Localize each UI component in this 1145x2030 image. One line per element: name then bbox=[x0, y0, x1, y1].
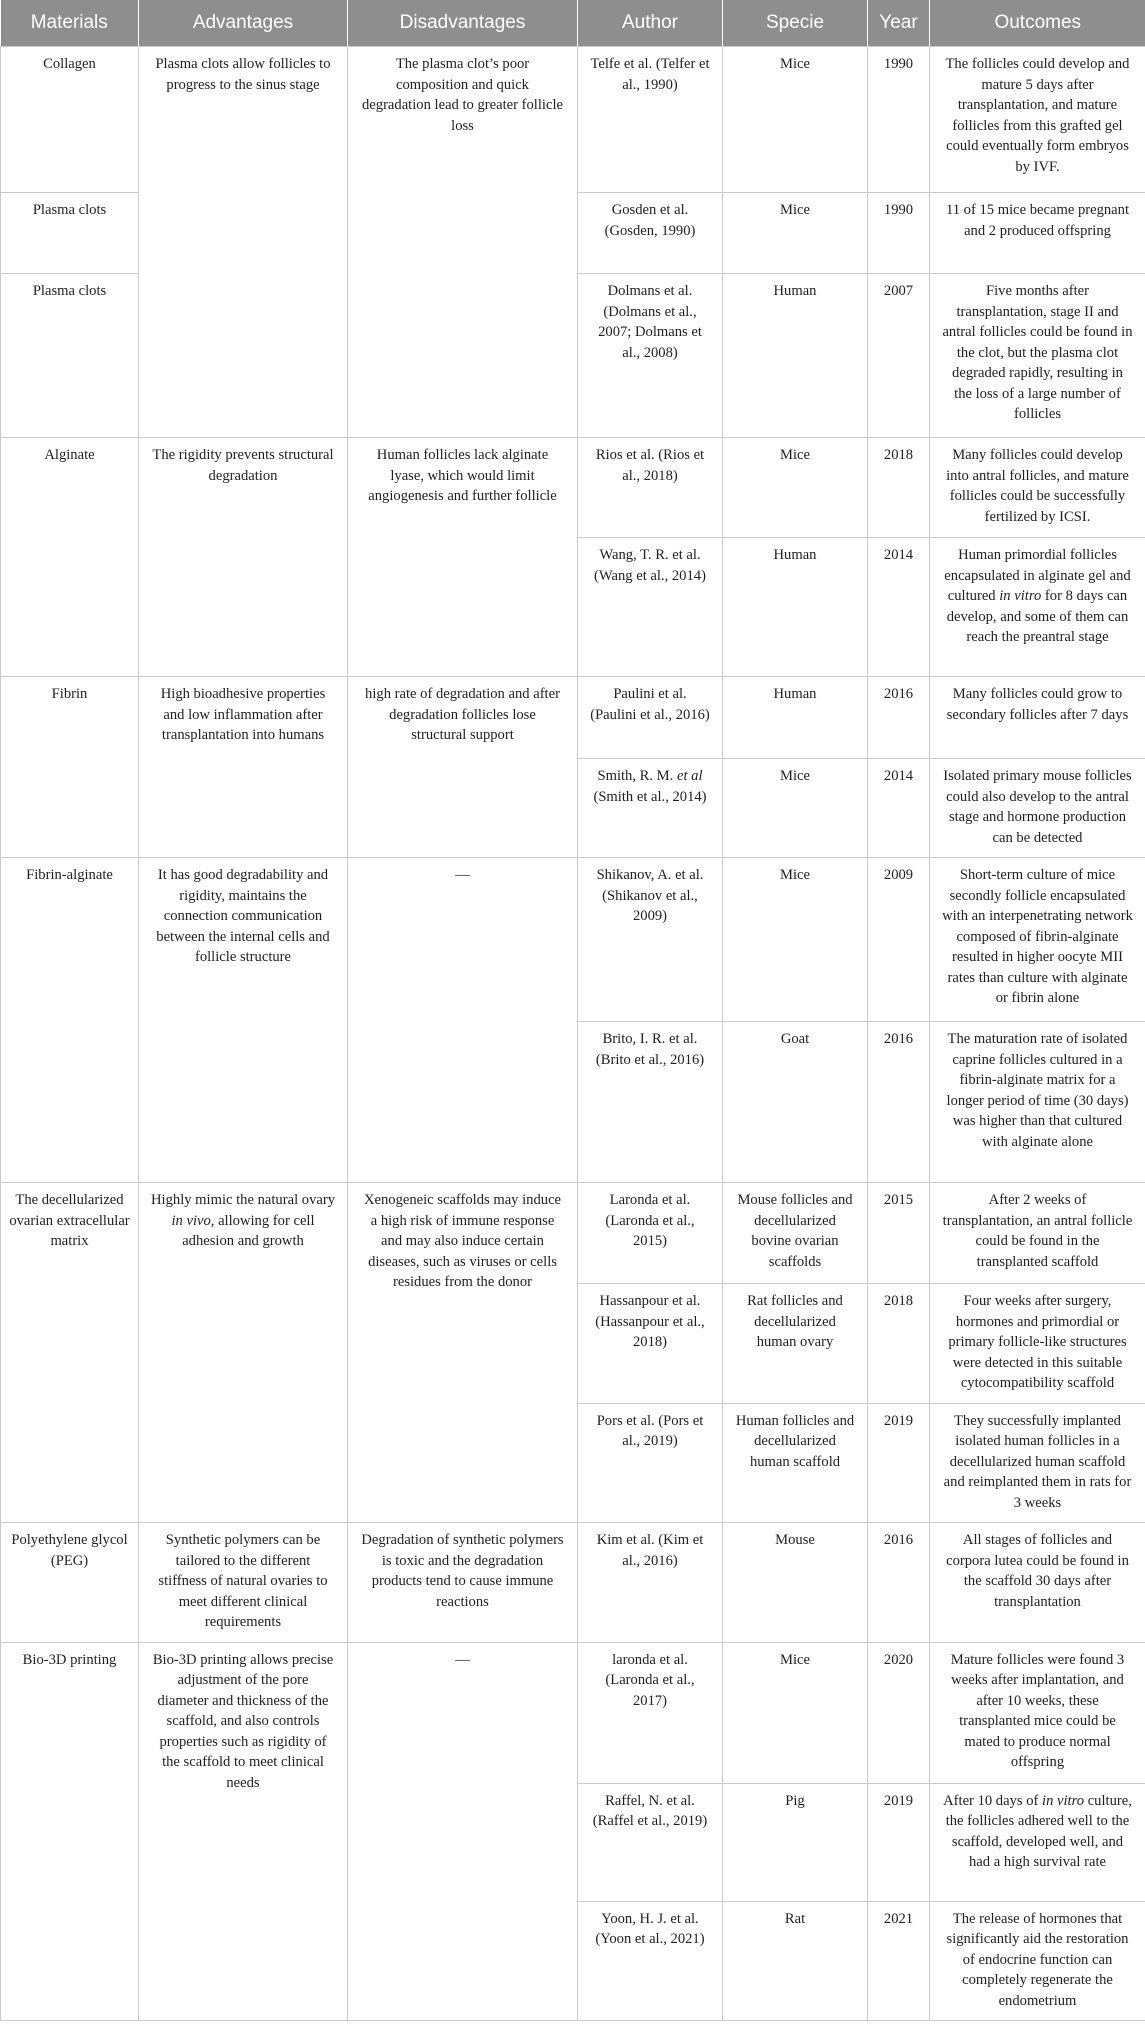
author-cell: Gosden et al. (Gosden, 1990) bbox=[578, 193, 723, 274]
material-cell: Bio-3D printing bbox=[1, 1642, 139, 2021]
material-cell: Plasma clots bbox=[1, 193, 139, 274]
year-cell: 2019 bbox=[868, 1783, 930, 1901]
outcome-cell: They successfully implanted isolated human follicles in a decellularized human scaffold and reimplanted them in rats for 3 weeks bbox=[930, 1403, 1145, 1523]
disadvantage-cell: — bbox=[348, 858, 578, 1183]
disadvantage-cell: — bbox=[348, 1642, 578, 2021]
year-cell: 2007 bbox=[868, 274, 930, 438]
table-row bbox=[1, 47, 1145, 193]
author-cell: Yoon, H. J. et al. (Yoon et al., 2021) bbox=[578, 1901, 723, 2021]
header-advantages: Advantages bbox=[139, 0, 348, 47]
outcome-cell: All stages of follicles and corpora lutea could be found in the scaffold 30 days after transplantation bbox=[930, 1523, 1145, 1643]
specie-cell: Mouse bbox=[723, 1523, 868, 1643]
specie-cell: Mice bbox=[723, 193, 868, 274]
year-cell: 1990 bbox=[868, 47, 930, 193]
outcome-cell: Human primordial follicles encapsulated in alginate gel and cultured in vitro for 8 days can develop, and some of them can reach the preantral stage bbox=[930, 538, 1145, 677]
year-cell: 2021 bbox=[868, 1901, 930, 2021]
author-cell: Laronda et al. (Laronda et al., 2015) bbox=[578, 1183, 723, 1284]
material-cell: Collagen bbox=[1, 47, 139, 193]
author-cell: Paulini et al. (Paulini et al., 2016) bbox=[578, 677, 723, 759]
table-row bbox=[1, 438, 1145, 538]
table-row bbox=[1, 677, 1145, 759]
material-cell: The decellularized ovarian extracellular matrix bbox=[1, 1183, 139, 1523]
specie-cell: Mice bbox=[723, 1642, 868, 1783]
disadvantage-cell: The plasma clot’s poor composition and quick degradation lead to greater follicle loss bbox=[348, 47, 578, 438]
year-cell: 2014 bbox=[868, 759, 930, 858]
advantage-cell: Plasma clots allow follicles to progress to the sinus stage bbox=[139, 47, 348, 438]
year-cell: 2018 bbox=[868, 438, 930, 538]
advantage-cell: Synthetic polymers can be tailored to the different stiffness of natural ovaries to meet different clinical requirements bbox=[139, 1523, 348, 1643]
table-row bbox=[1, 858, 1145, 1022]
header-specie: Specie bbox=[723, 0, 868, 47]
disadvantage-cell: Xenogeneic scaffolds may induce a high risk of immune response and may also induce certain diseases, such as viruses or cells residues from the donor bbox=[348, 1183, 578, 1523]
material-cell: Plasma clots bbox=[1, 274, 139, 438]
specie-cell: Mice bbox=[723, 858, 868, 1022]
outcome-cell: After 10 days of in vitro culture, the follicles adhered well to the scaffold, developed well, and had a high survival rate bbox=[930, 1783, 1145, 1901]
disadvantage-cell: high rate of degradation and after degradation follicles lose structural support bbox=[348, 677, 578, 858]
year-cell: 2014 bbox=[868, 538, 930, 677]
author-cell: Raffel, N. et al. (Raffel et al., 2019) bbox=[578, 1783, 723, 1901]
author-cell: Kim et al. (Kim et al., 2016) bbox=[578, 1523, 723, 1643]
outcome-cell: Many follicles could develop into antral follicles, and mature follicles could be successfully fertilized by ICSI. bbox=[930, 438, 1145, 538]
material-cell: Polyethylene glycol (PEG) bbox=[1, 1523, 139, 1643]
outcome-cell: Five months after transplantation, stage II and antral follicles could be found in the clot, but the plasma clot degraded rapidly, resulting in the loss of a large number of follicles bbox=[930, 274, 1145, 438]
advantage-cell: Highly mimic the natural ovary in vivo, allowing for cell adhesion and growth bbox=[139, 1183, 348, 1523]
advantage-cell: The rigidity prevents structural degradation bbox=[139, 438, 348, 677]
author-cell: Wang, T. R. et al. (Wang et al., 2014) bbox=[578, 538, 723, 677]
year-cell: 2019 bbox=[868, 1403, 930, 1523]
year-cell: 2015 bbox=[868, 1183, 930, 1284]
table-row bbox=[1, 1642, 1145, 1783]
material-cell: Fibrin-alginate bbox=[1, 858, 139, 1183]
disadvantage-cell: Degradation of synthetic polymers is toxic and the degradation products tend to cause immune reactions bbox=[348, 1523, 578, 1643]
year-cell: 2020 bbox=[868, 1642, 930, 1783]
header-author: Author bbox=[578, 0, 723, 47]
material-cell: Alginate bbox=[1, 438, 139, 677]
specie-cell: Human bbox=[723, 538, 868, 677]
material-cell: Fibrin bbox=[1, 677, 139, 858]
author-cell: Shikanov, A. et al. (Shikanov et al., 2009) bbox=[578, 858, 723, 1022]
outcome-cell: Short-term culture of mice secondly follicle encapsulated with an interpenetrating network composed of fibrin-alginate resulted in higher oocyte MII rates than culture with alginate or fibrin alone bbox=[930, 858, 1145, 1022]
outcome-cell: Isolated primary mouse follicles could also develop to the antral stage and hormone production can be detected bbox=[930, 759, 1145, 858]
specie-cell: Mice bbox=[723, 438, 868, 538]
disadvantage-cell: Human follicles lack alginate lyase, which would limit angiogenesis and further follicle bbox=[348, 438, 578, 677]
specie-cell: Rat bbox=[723, 1901, 868, 2021]
author-cell: laronda et al. (Laronda et al., 2017) bbox=[578, 1642, 723, 1783]
author-cell: Brito, I. R. et al. (Brito et al., 2016) bbox=[578, 1022, 723, 1183]
advantage-cell: It has good degradability and rigidity, maintains the connection communication between the internal cells and follicle structure bbox=[139, 858, 348, 1183]
year-cell: 2016 bbox=[868, 1022, 930, 1183]
specie-cell: Human follicles and decellularized human scaffold bbox=[723, 1403, 868, 1523]
outcome-cell: After 2 weeks of transplantation, an antral follicle could be found in the transplanted scaffold bbox=[930, 1183, 1145, 1284]
author-cell: Rios et al. (Rios et al., 2018) bbox=[578, 438, 723, 538]
outcome-cell: 11 of 15 mice became pregnant and 2 produced offspring bbox=[930, 193, 1145, 274]
outcome-cell: Four weeks after surgery, hormones and primordial or primary follicle-like structures were detected in this suitable cytocompatibility scaffold bbox=[930, 1284, 1145, 1404]
year-cell: 1990 bbox=[868, 193, 930, 274]
author-cell: Dolmans et al. (Dolmans et al., 2007; Dolmans et al., 2008) bbox=[578, 274, 723, 438]
outcome-cell: The follicles could develop and mature 5 days after transplantation, and mature follicles from this grafted gel could eventually form embryos by IVF. bbox=[930, 47, 1145, 193]
specie-cell: Rat follicles and decellularized human ovary bbox=[723, 1284, 868, 1404]
year-cell: 2009 bbox=[868, 858, 930, 1022]
header-outcomes: Outcomes bbox=[930, 0, 1145, 47]
year-cell: 2016 bbox=[868, 1523, 930, 1643]
advantage-cell: Bio-3D printing allows precise adjustment of the pore diameter and thickness of the scaffold, and also controls properties such as rigidity of the scaffold to meet clinical needs bbox=[139, 1642, 348, 2021]
outcome-cell: The release of hormones that significantly aid the restoration of endocrine function can completely regenerate the endometrium bbox=[930, 1901, 1145, 2021]
advantage-cell: High bioadhesive properties and low inflammation after transplantation into humans bbox=[139, 677, 348, 858]
header-year: Year bbox=[868, 0, 930, 47]
author-cell: Pors et al. (Pors et al., 2019) bbox=[578, 1403, 723, 1523]
specie-cell: Goat bbox=[723, 1022, 868, 1183]
outcome-cell: Many follicles could grow to secondary follicles after 7 days bbox=[930, 677, 1145, 759]
table-row bbox=[1, 1523, 1145, 1643]
author-cell: Telfe et al. (Telfer et al., 1990) bbox=[578, 47, 723, 193]
specie-cell: Pig bbox=[723, 1783, 868, 1901]
header-materials: Materials bbox=[1, 0, 139, 47]
specie-cell: Mice bbox=[723, 759, 868, 858]
author-cell: Hassanpour et al. (Hassanpour et al., 2018) bbox=[578, 1284, 723, 1404]
header-row bbox=[1, 0, 1145, 47]
specie-cell: Human bbox=[723, 677, 868, 759]
outcome-cell: The maturation rate of isolated caprine follicles cultured in a fibrin-alginate matrix for a longer period of time (30 days) was higher than that cultured with alginate alone bbox=[930, 1022, 1145, 1183]
table-row bbox=[1, 1183, 1145, 1284]
outcome-cell: Mature follicles were found 3 weeks after implantation, and after 10 weeks, these transplanted mice could be mated to produce normal offspring bbox=[930, 1642, 1145, 1783]
specie-cell: Human bbox=[723, 274, 868, 438]
specie-cell: Mouse follicles and decellularized bovine ovarian scaffolds bbox=[723, 1183, 868, 1284]
author-cell: Smith, R. M. et al (Smith et al., 2014) bbox=[578, 759, 723, 858]
header-disadvantages: Disadvantages bbox=[348, 0, 578, 47]
year-cell: 2018 bbox=[868, 1284, 930, 1404]
specie-cell: Mice bbox=[723, 47, 868, 193]
year-cell: 2016 bbox=[868, 677, 930, 759]
